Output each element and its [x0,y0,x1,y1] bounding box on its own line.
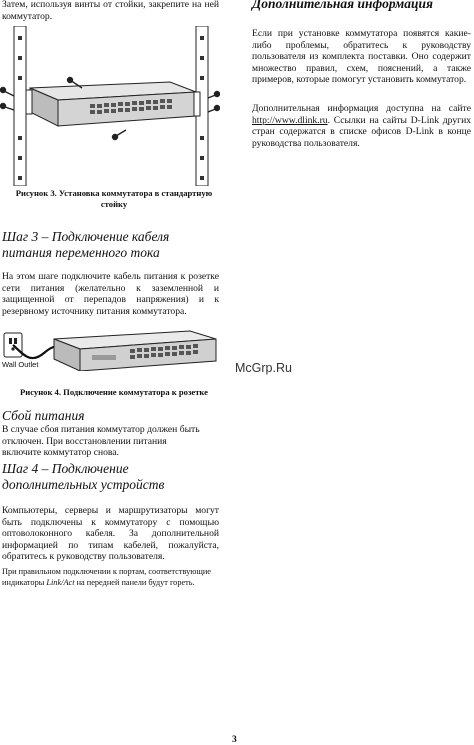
power-fail-text: В случае сбоя питания коммутатор должен быть отключен. При восстановлении питания включите коммутатор снова. [2,424,200,459]
step-4-text: Компьютеры, серверы и маршрутизаторы могут быть подключены к коммутатору с помощью оптоволоконного кабеля. За дополнительной информацией по типам кабелей, пожалуйста, обратитесь к руководству пользователя. [2,505,219,563]
step-3-text: На этом шаге подключите кабель питания к розетке сети питания (желательно к заземленной и защищенной от перепадов напряжения) и к резервному источнику питания коммутатора. [2,271,219,317]
figure-4-caption: Рисунок 4. Подключение коммутатора к розетке [20,387,208,397]
figure-3-caption: Рисунок 3. Установка коммутатора в стандартную стойку [15,188,213,209]
intro-text: Затем, используя винты от стойки, закрепите на ней коммутатор. [2,0,219,22]
additional-info-para-1: Если при установке коммутатора появятся какие-либо проблемы, обратитесь к руководству пользователя из комплекта поставки. Оно содержит множество правил, схем, пояснений, а также примеров, которые помогут установить коммутатор. [252,28,471,86]
step-4-heading: Шаг 4 – Подключение дополнительных устройств [2,461,165,492]
power-fail-heading: Сбой питания [2,408,85,423]
step-3-heading: Шаг 3 – Подключение кабеля питания переменного тока [2,229,170,260]
additional-info-para-2: Дополнительная информация доступна на сайте http://www.dlink.ru. Ссылки на сайты D-Link других стран содержатся в списке офисов D-Link в конце руководства пользователя. [252,103,471,149]
link-act-note: При правильном подключении к портам, соответствующие индикаторы Link/Act на передней панели будут гореть. [2,567,211,587]
page-number: 3 [232,734,237,745]
wall-outlet-label: Wall Outlet [2,360,39,369]
figure-rack-mount [0,26,220,186]
watermark: McGrp.Ru [235,361,292,375]
dlink-site-link[interactable]: http://www.dlink.ru [252,114,328,126]
additional-info-heading: Дополнительная информация [252,0,433,11]
